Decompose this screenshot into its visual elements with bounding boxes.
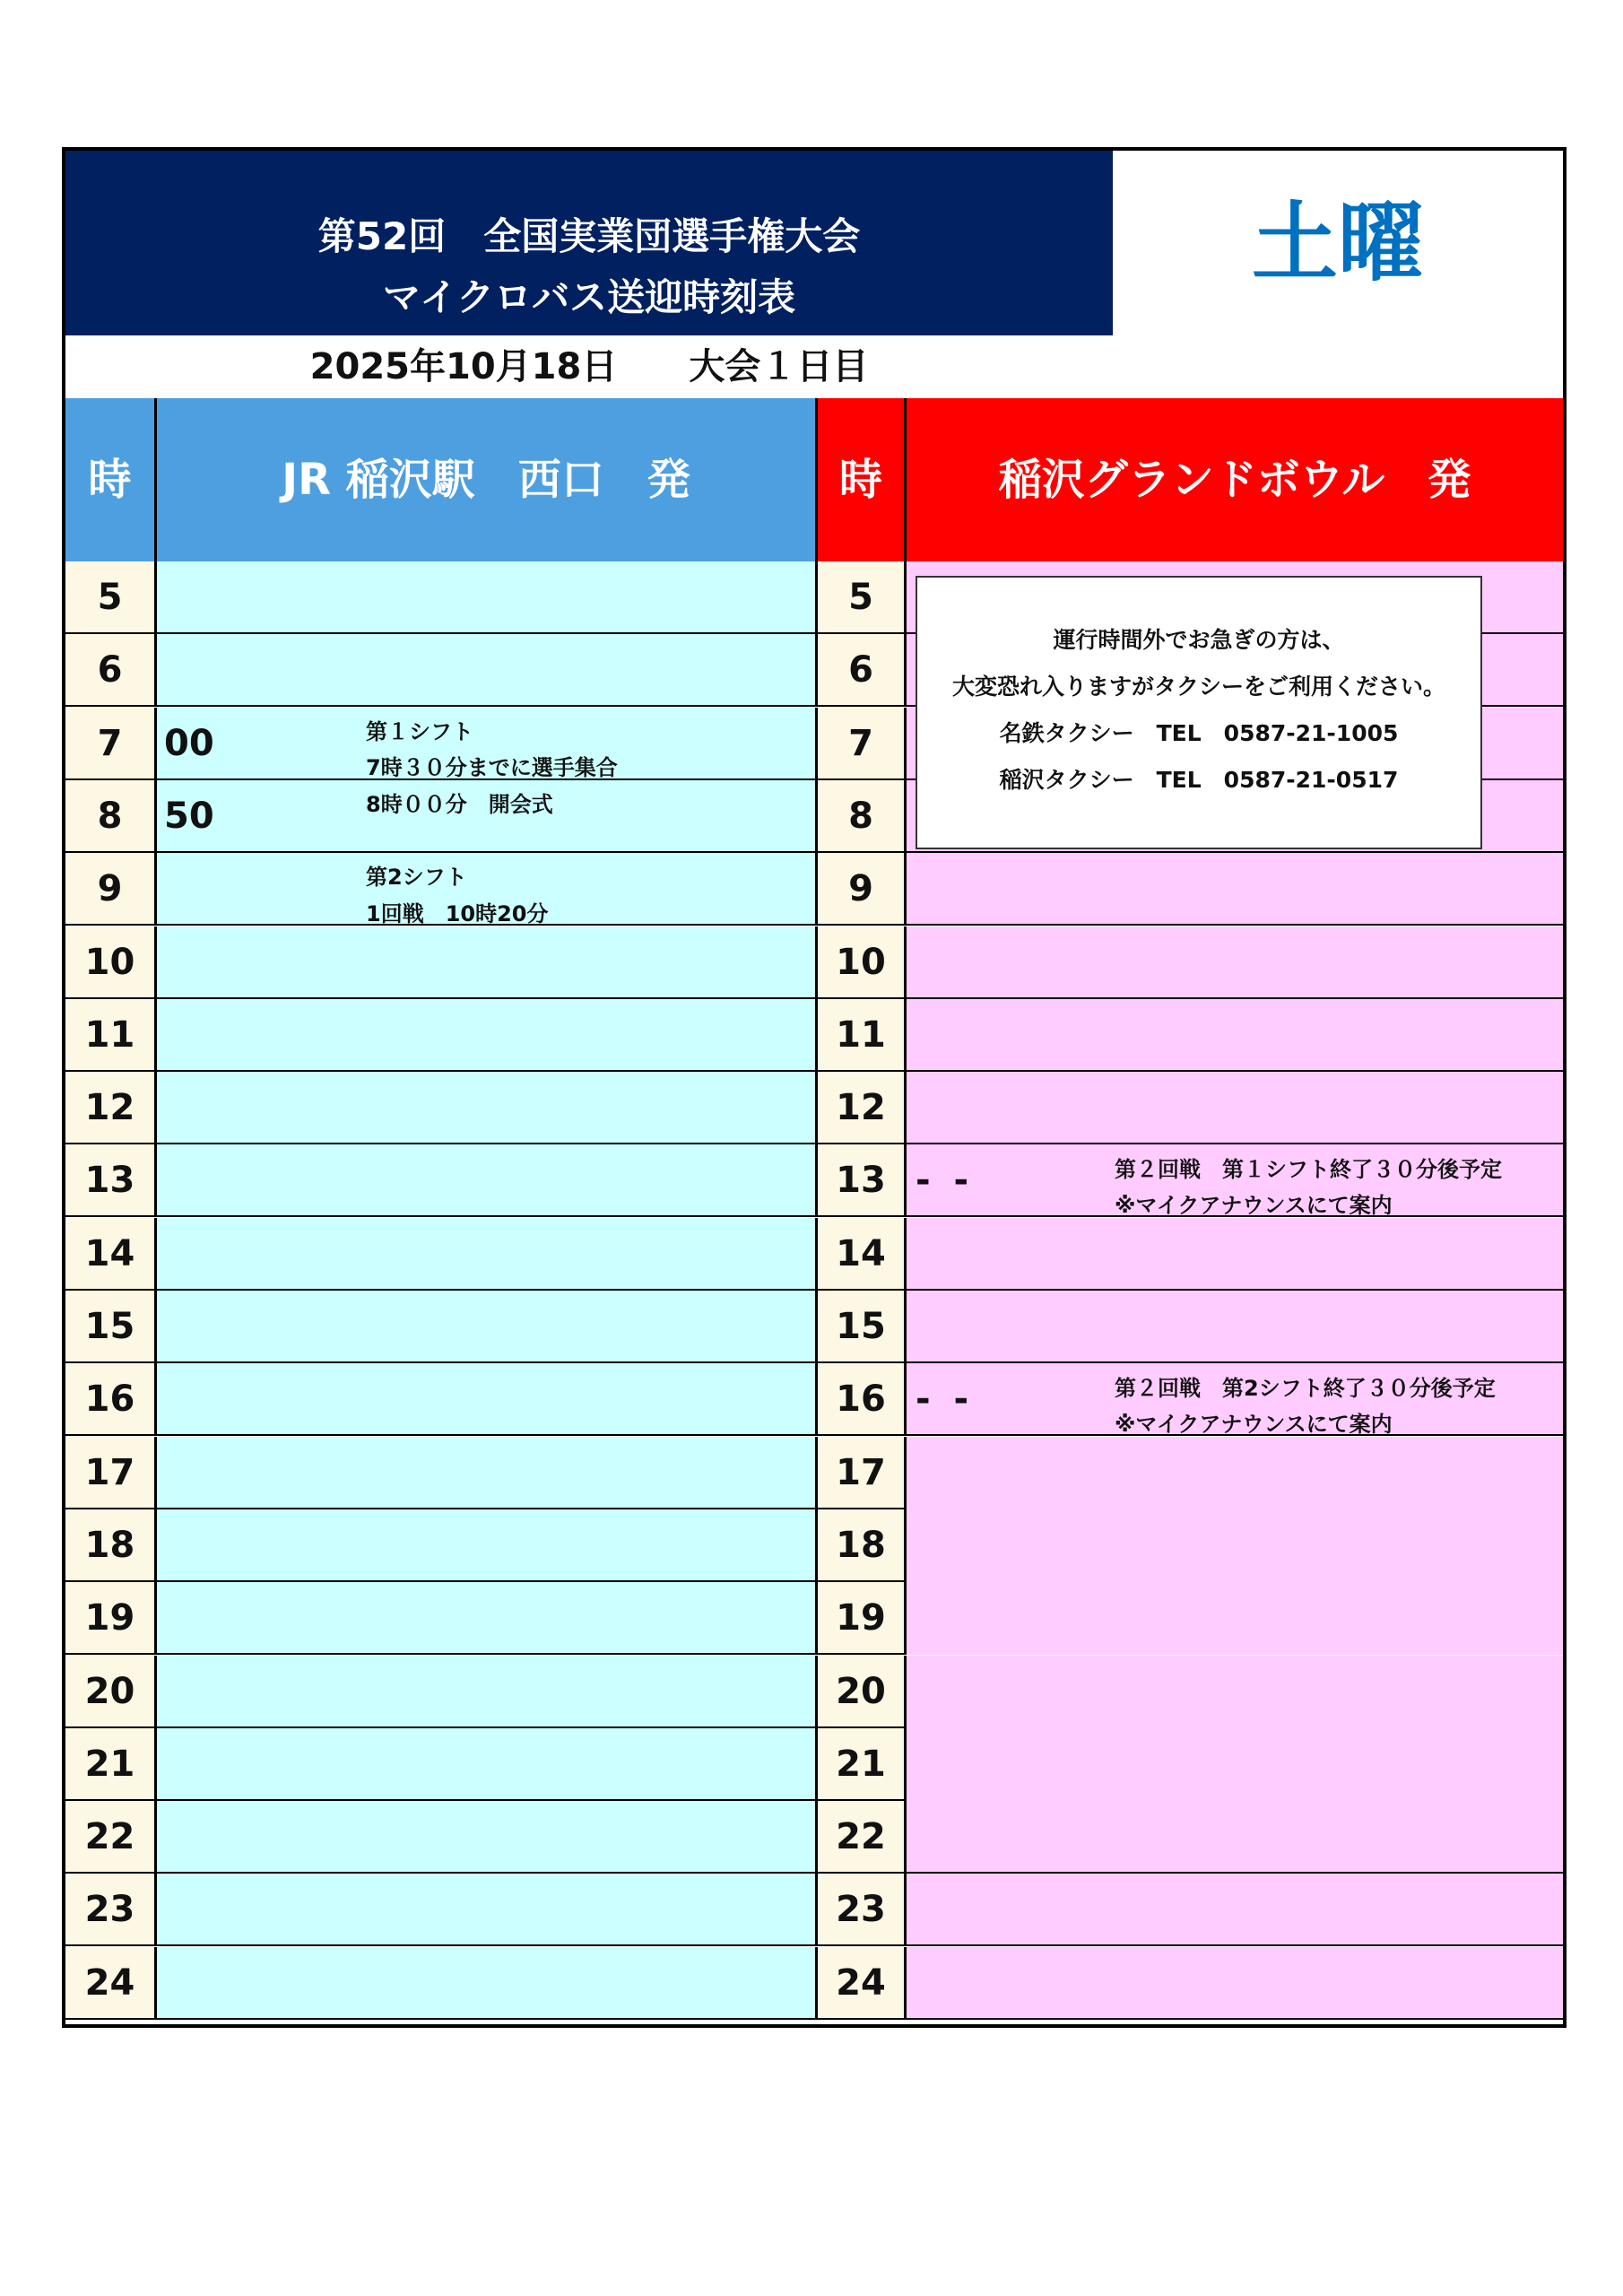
hour-row-15 (65, 1291, 1563, 1363)
right-departure-cell (907, 999, 1563, 1072)
left-departure-cell (157, 1728, 815, 1801)
taxi-line4: 稲沢タクシー TEL 0587-21-0517 (999, 767, 1399, 793)
left-hour-cell: 17 (65, 1437, 157, 1509)
right-hour-cell: 21 (815, 1728, 907, 1801)
left-departure-cell (157, 1144, 815, 1217)
left-departure-cell (157, 1656, 815, 1728)
event-title: 第52回 全国実業団選手権大会 (317, 214, 861, 258)
left-hour-cell: 14 (65, 1218, 157, 1291)
left-departure-cell (157, 1363, 815, 1436)
left-hour-cell: 7 (65, 708, 157, 780)
right-departure-cell (907, 1582, 1563, 1655)
hour-row-17 (65, 1437, 1563, 1509)
hour-row-10 (65, 926, 1563, 999)
right-departure-cell (907, 1291, 1563, 1363)
left-hour-cell: 9 (65, 853, 157, 926)
right-departure-cell (907, 1509, 1563, 1582)
left-station-header: JR 稲沢駅 西口 発 (157, 398, 815, 561)
right-hour-cell: 14 (815, 1218, 907, 1291)
timetable-title: マイクロバス送迎時刻表 (382, 275, 796, 319)
r16-note-line1: 第２回戦 第2シフト終了３０分後予定 (1115, 1376, 1496, 1401)
hour-row-21 (65, 1728, 1563, 1801)
right-departure-cell (907, 1656, 1563, 1728)
hour-row-24 (65, 1947, 1563, 2020)
left-departure-cell (157, 999, 815, 1072)
right-station-header: 稲沢グランドボウル 発 (907, 398, 1563, 561)
hour-row-14 (65, 1218, 1563, 1291)
right-hour-cell: 8 (815, 780, 907, 853)
left-hour-cell: 24 (65, 1947, 157, 2020)
taxi-line1: 運行時間外でお急ぎの方は、 (1053, 627, 1345, 653)
left-hour-cell: 5 (65, 561, 157, 634)
right-hour-cell: 9 (815, 853, 907, 926)
timetable-sheet (62, 147, 1567, 2028)
left-departure-cell (157, 561, 815, 634)
right-hour-cell: 24 (815, 1947, 907, 2020)
left-departure-cell (157, 1218, 815, 1291)
right-departure-cell (907, 926, 1563, 999)
left-departure-cell (157, 1437, 815, 1509)
right-hour-cell: 5 (815, 561, 907, 634)
right-hour-cell: 19 (815, 1582, 907, 1655)
left-hour-cell: 20 (65, 1656, 157, 1728)
right-departure-cell (907, 1801, 1563, 1874)
shift1-title: 第１シフト (366, 719, 473, 744)
left-departure-cell (157, 1072, 815, 1144)
left-hour-cell: 6 (65, 634, 157, 707)
right-hour-cell: 18 (815, 1509, 907, 1582)
right-hour-cell: 15 (815, 1291, 907, 1363)
left-departure-cell (157, 1509, 815, 1582)
left-departure-minute: 00 (164, 722, 214, 764)
left-departure-cell (157, 1874, 815, 1946)
right-departure-cell (907, 853, 1563, 926)
r13-note-line2: ※マイクアナウンスにて案内 (1115, 1193, 1393, 1218)
shift2-title: 第2シフト (366, 865, 467, 890)
left-hour-cell: 11 (65, 999, 157, 1072)
right-departure-cell (907, 1218, 1563, 1291)
hour-row-22 (65, 1801, 1563, 1874)
right-hour-cell: 23 (815, 1874, 907, 1946)
day-of-week: 土曜 (1252, 193, 1424, 293)
event-date: 2025年10月18日 大会１日目 (309, 346, 869, 387)
left-departure-cell (157, 634, 815, 707)
hour-row-18 (65, 1509, 1563, 1582)
left-hour-cell: 19 (65, 1582, 157, 1655)
hour-row-23 (65, 1874, 1563, 1946)
r16-note-line2: ※マイクアナウンスにて案内 (1115, 1412, 1393, 1437)
left-departure-cell (157, 926, 815, 999)
taxi-line3: 名鉄タクシー TEL 0587-21-1005 (999, 720, 1399, 746)
hour-row-11 (65, 999, 1563, 1072)
hour-row-19 (65, 1582, 1563, 1655)
right-hour-cell: 12 (815, 1072, 907, 1144)
right-departure-marker: - - (916, 1378, 975, 1421)
taxi-line2: 大変恐れ入りますがタクシーをご利用ください。 (951, 674, 1445, 700)
r13-note-line1: 第２回戦 第１シフト終了３０分後予定 (1115, 1157, 1502, 1182)
right-departure-cell (907, 1874, 1563, 1946)
left-hour-cell: 23 (65, 1874, 157, 1946)
left-departure-cell (157, 1291, 815, 1363)
right-hour-cell: 17 (815, 1437, 907, 1509)
left-departure-minute: 50 (164, 795, 214, 837)
right-hour-header: 時 (815, 398, 907, 561)
left-hour-cell: 16 (65, 1363, 157, 1436)
right-hour-cell: 13 (815, 1144, 907, 1217)
right-departure-cell (907, 1947, 1563, 2020)
right-hour-cell: 22 (815, 1801, 907, 1874)
left-departure-cell (157, 1947, 815, 2020)
left-hour-cell: 10 (65, 926, 157, 999)
shift1-gather: 7時３０分までに選手集合 (366, 755, 618, 780)
right-hour-cell: 7 (815, 708, 907, 780)
right-hour-cell: 16 (815, 1363, 907, 1436)
left-hour-header: 時 (65, 398, 157, 561)
left-hour-cell: 12 (65, 1072, 157, 1144)
left-hour-cell: 15 (65, 1291, 157, 1363)
title-banner (65, 151, 1113, 335)
right-hour-cell: 10 (815, 926, 907, 999)
hour-row-12 (65, 1072, 1563, 1144)
right-departure-cell (907, 1437, 1563, 1509)
left-hour-cell: 8 (65, 780, 157, 853)
right-hour-cell: 20 (815, 1656, 907, 1728)
left-hour-cell: 13 (65, 1144, 157, 1217)
left-hour-cell: 21 (65, 1728, 157, 1801)
left-hour-cell: 22 (65, 1801, 157, 1874)
right-hour-cell: 11 (815, 999, 907, 1072)
left-departure-cell (157, 1582, 815, 1655)
shift1-ceremony: 8時００分 開会式 (366, 792, 553, 817)
right-hour-cell: 6 (815, 634, 907, 707)
right-departure-cell (907, 1728, 1563, 1801)
hour-row-20 (65, 1656, 1563, 1728)
hour-row-9 (65, 853, 1563, 926)
right-departure-marker: - - (916, 1160, 975, 1202)
taxi-info-box (916, 576, 1482, 849)
right-departure-cell (907, 1072, 1563, 1144)
left-hour-cell: 18 (65, 1509, 157, 1582)
shift2-round1: 1回戦 10時20分 (366, 901, 549, 926)
left-departure-cell (157, 1801, 815, 1874)
